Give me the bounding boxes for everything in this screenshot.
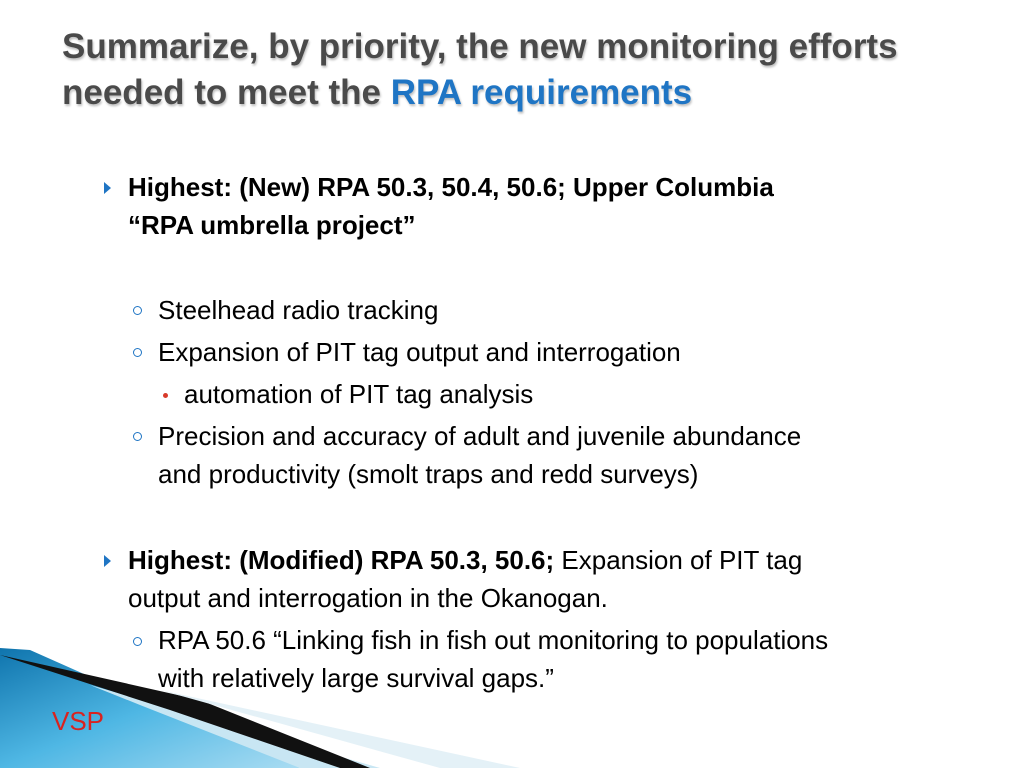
- item-2-line-1: [128, 541, 802, 580]
- item-2-bold: Highest: (Modified) RPA 50.3, 50.6;: [128, 545, 555, 575]
- sub-item-precision-line-2: and productivity (smolt traps and redd surveys): [158, 459, 699, 489]
- footer-vsp: VSP: [52, 706, 105, 736]
- slide-title-main: Summarize, by priority, the new monitoring efforts needed to meet the: [62, 27, 898, 112]
- bullet-dot-icon: [163, 393, 168, 398]
- sub-item-radio-tracking: Steelhead radio tracking: [158, 295, 439, 325]
- item-1-line-2: “RPA umbrella project”: [128, 210, 416, 240]
- item-2-line-2: output and interrogation in the Okanogan.: [128, 583, 608, 613]
- slide-title-accent: RPA requirements: [390, 73, 693, 112]
- bullet-arrow-icon: [104, 182, 111, 194]
- sub-item-rpa506-line-2: with relatively large survival gaps.”: [158, 663, 554, 693]
- bullet-circle-icon: [133, 348, 142, 357]
- subsub-item-pit-analysis: automation of PIT tag analysis: [184, 379, 534, 409]
- sub-item-rpa506-line-1: RPA 50.6 “Linking fish in fish out monitoring to populations: [158, 625, 829, 655]
- sub-item-precision-line-1: Precision and accuracy of adult and juvenile abundance: [158, 421, 802, 451]
- sub-item-pit-expansion: Expansion of PIT tag output and interrogation: [158, 337, 681, 367]
- item-2-rest: Expansion of PIT tag: [554, 545, 803, 575]
- bullet-arrow-icon: [104, 555, 111, 567]
- bullet-circle-icon: [133, 637, 142, 646]
- item-1-line-1: Highest: (New) RPA 50.3, 50.4, 50.6; Upper Columbia: [128, 172, 774, 202]
- bullet-circle-icon: [133, 306, 142, 315]
- bullet-circle-icon: [133, 432, 142, 441]
